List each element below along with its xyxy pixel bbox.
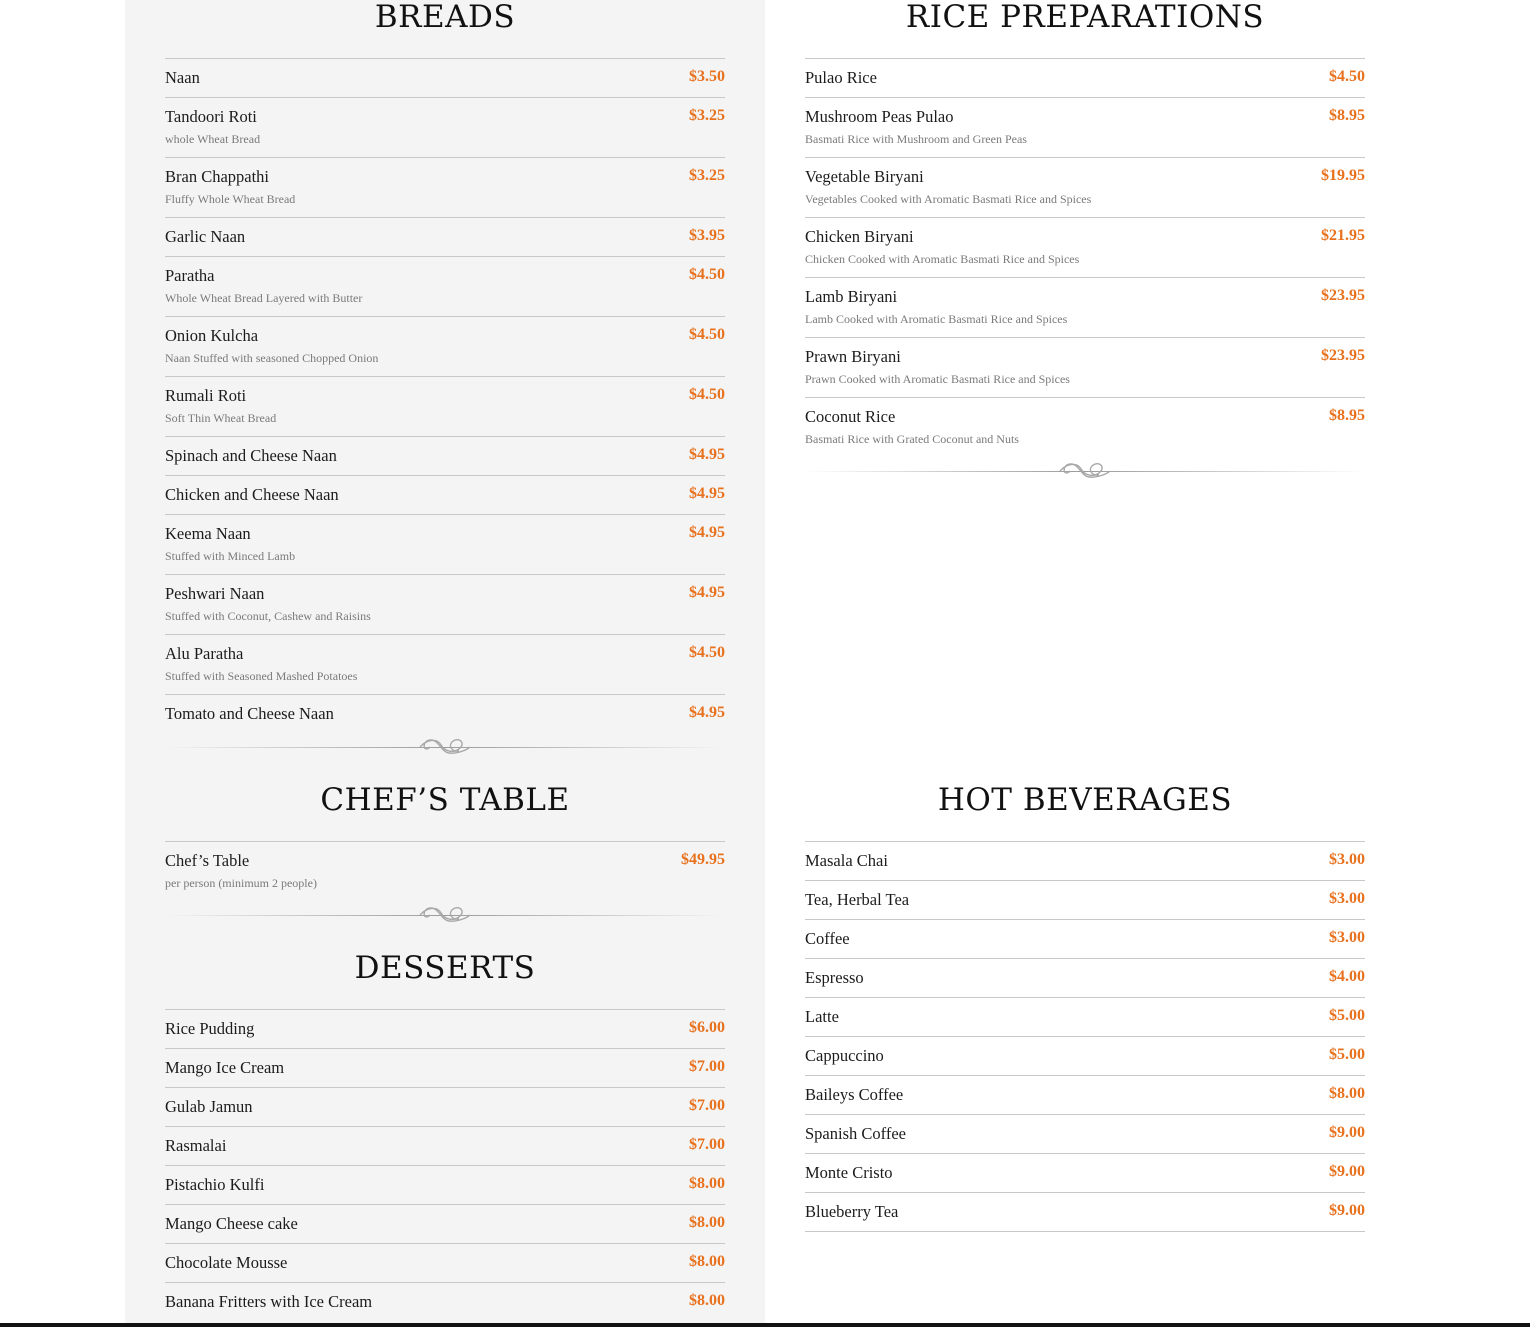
menu-item [165,1088,725,1127]
menu-item [805,98,1365,158]
menu-item [165,1127,725,1166]
menu-item [165,377,725,437]
menu-item-price: $3.00 [1329,929,1365,946]
menu-item [165,1049,725,1088]
menu-item-name: Chocolate Mousse [165,1253,288,1272]
menu-item [165,842,725,902]
menu-item-price: $4.50 [689,644,725,661]
menu-item-price: $9.00 [1329,1202,1365,1219]
section-title-chefs-table: CHEF’S TABLE [320,782,570,818]
menu-item [165,317,725,377]
menu-item-price: $3.00 [1329,851,1365,868]
menu-item [165,575,725,635]
menu-item-price: $8.00 [689,1214,725,1231]
menu-item-price: $8.00 [689,1292,725,1309]
menu-item-price: $6.00 [689,1019,725,1036]
menu-item-name: Baileys Coffee [805,1085,904,1104]
menu-item-description: Stuffed with Coconut, Cashew and Raisins [165,609,371,623]
menu-item [165,1166,725,1205]
menu-item-name: Lamb Biryani [805,287,898,306]
menu-item [165,59,725,98]
menu-item-name: Latte [805,1007,839,1026]
menu-item [805,278,1365,338]
menu-item-name: Tomato and Cheese Naan [165,704,334,723]
menu-item-price: $4.00 [1329,968,1365,985]
menu-item-price: $8.95 [1329,407,1365,424]
menu-item-name: Bran Chappathi [165,167,270,186]
menu-item-name: Banana Fritters with Ice Cream [165,1292,373,1311]
menu-item-price: $4.95 [689,485,725,502]
menu-item-price: $7.00 [689,1097,725,1114]
menu-item-price: $9.00 [1329,1163,1365,1180]
menu-item-name: Espresso [805,968,864,987]
breads-item-list [165,58,725,734]
menu-item [165,98,725,158]
menu-item-name: Monte Cristo [805,1163,893,1182]
menu-item [805,218,1365,278]
menu-item-description: whole Wheat Bread [165,132,261,146]
menu-item [805,842,1365,881]
menu-item [165,1283,725,1322]
menu-item [805,1076,1365,1115]
menu-item [805,338,1365,398]
menu-item-price: $3.25 [689,107,725,124]
menu-item-name: Alu Paratha [165,644,244,663]
menu-item-price: $7.00 [689,1136,725,1153]
menu-item-name: Prawn Biryani [805,347,901,366]
menu-item-price: $7.00 [689,1058,725,1075]
menu-item-name: Coffee [805,929,850,948]
menu-item [805,959,1365,998]
menu-item-description: Stuffed with Minced Lamb [165,549,296,563]
menu-item-description: Chicken Cooked with Aromatic Basmati Rice and Spices [805,252,1080,266]
menu-item-price: $3.00 [1329,890,1365,907]
menu-item-price: $4.50 [1329,68,1365,85]
menu-item-description: Naan Stuffed with seasoned Chopped Onion [165,351,379,365]
menu-item-name: Peshwari Naan [165,584,265,603]
menu-item-name: Keema Naan [165,524,251,543]
ornament-divider-icon [165,902,725,932]
menu-item-description: Stuffed with Seasoned Mashed Potatoes [165,669,358,683]
menu-item [165,437,725,476]
menu-item [165,158,725,218]
menu-item-price: $3.50 [689,68,725,85]
menu-item-name: Spanish Coffee [805,1124,906,1143]
menu-item-name: Onion Kulcha [165,326,259,345]
menu-item [165,1205,725,1244]
menu-item-description: per person (minimum 2 people) [165,876,317,890]
menu-item-price: $4.50 [689,326,725,343]
menu-item-name: Vegetable Biryani [805,167,924,186]
menu-item-description: Basmati Rice with Grated Coconut and Nuts [805,432,1019,446]
ornament-divider-icon [805,458,1365,488]
menu-item [805,398,1365,458]
bottom-rule [0,1323,1530,1327]
menu-item-price: $23.95 [1321,347,1365,364]
menu-item-name: Masala Chai [805,851,888,870]
menu-item-name: Tandoori Roti [165,107,257,126]
menu-item-price: $21.95 [1321,227,1365,244]
menu-item [165,635,725,695]
menu-item-price: $3.25 [689,167,725,184]
menu-item-name: Pistachio Kulfi [165,1175,265,1194]
menu-item-price: $19.95 [1321,167,1365,184]
desserts-item-list [165,1009,725,1322]
menu-item [805,1193,1365,1232]
menu-item-name: Mushroom Peas Pulao [805,107,954,126]
menu-item-description: Lamb Cooked with Aromatic Basmati Rice and Spices [805,312,1068,326]
rice-item-list [805,58,1365,458]
menu-item-price: $5.00 [1329,1046,1365,1063]
menu-item-price: $49.95 [681,851,725,868]
menu-item [165,515,725,575]
menu-item-price: $3.95 [689,227,725,244]
menu-item-name: Pulao Rice [805,68,877,87]
menu-item-name: Tea, Herbal Tea [805,890,910,909]
section-title-hot-beverages: HOT BEVERAGES [937,782,1233,818]
menu-item [165,218,725,257]
section-title-breads: BREADS [374,0,516,35]
menu-item-description: Basmati Rice with Mushroom and Green Peas [805,132,1027,146]
menu-item-name: Rice Pudding [165,1019,255,1038]
menu-item-price: $4.50 [689,266,725,283]
menu-item-description: Soft Thin Wheat Bread [165,411,277,425]
menu-item-price: $9.00 [1329,1124,1365,1141]
menu-item-price: $8.00 [1329,1085,1365,1102]
menu-item [805,59,1365,98]
menu-item-price: $4.95 [689,704,725,721]
menu-item-name: Naan [165,68,200,87]
menu-item-description: Whole Wheat Bread Layered with Butter [165,291,363,305]
menu-item-price: $5.00 [1329,1007,1365,1024]
menu-item-name: Rasmalai [165,1136,227,1155]
section-title-desserts: DESSERTS [354,950,536,986]
chefs-table-item-list [165,841,725,902]
menu-item-name: Gulab Jamun [165,1097,253,1116]
menu-item-name: Cappuccino [805,1046,884,1065]
menu-item-price: $4.95 [689,524,725,541]
menu-item [805,998,1365,1037]
menu-item-description: Vegetables Cooked with Aromatic Basmati Rice and Spices [805,192,1092,206]
menu-item [805,881,1365,920]
menu-item-name: Chicken and Cheese Naan [165,485,339,504]
menu-item [805,920,1365,959]
menu-item-price: $8.95 [1329,107,1365,124]
menu-item-price: $4.50 [689,386,725,403]
menu-item-name: Chef’s Table [165,851,250,870]
menu-item-name: Coconut Rice [805,407,896,426]
menu-item [165,257,725,317]
menu-item-price: $23.95 [1321,287,1365,304]
ornament-divider-icon [165,734,725,764]
menu-item [165,1010,725,1049]
menu-item [165,476,725,515]
menu-item [805,1115,1365,1154]
menu-item-name: Blueberry Tea [805,1202,899,1221]
menu-item-price: $4.95 [689,584,725,601]
menu-item-name: Garlic Naan [165,227,246,246]
menu-item [805,158,1365,218]
menu-item-price: $8.00 [689,1253,725,1270]
menu-item-name: Spinach and Cheese Naan [165,446,337,465]
menu-item-price: $4.95 [689,446,725,463]
menu-item [165,695,725,734]
menu-item-description: Prawn Cooked with Aromatic Basmati Rice and Spices [805,372,1070,386]
hot-beverages-item-list [805,841,1365,1232]
menu-item-name: Mango Cheese cake [165,1214,298,1233]
menu-item-name: Paratha [165,266,215,285]
menu-item-description: Fluffy Whole Wheat Bread [165,192,296,206]
menu-item [805,1037,1365,1076]
menu-item [165,1244,725,1283]
menu-item-name: Chicken Biryani [805,227,914,246]
menu-item-name: Mango Ice Cream [165,1058,285,1077]
menu-item-price: $8.00 [689,1175,725,1192]
menu-item [805,1154,1365,1193]
menu-item-name: Rumali Roti [165,386,247,405]
section-title-rice-preparations: RICE PREPARATIONS [905,0,1265,35]
